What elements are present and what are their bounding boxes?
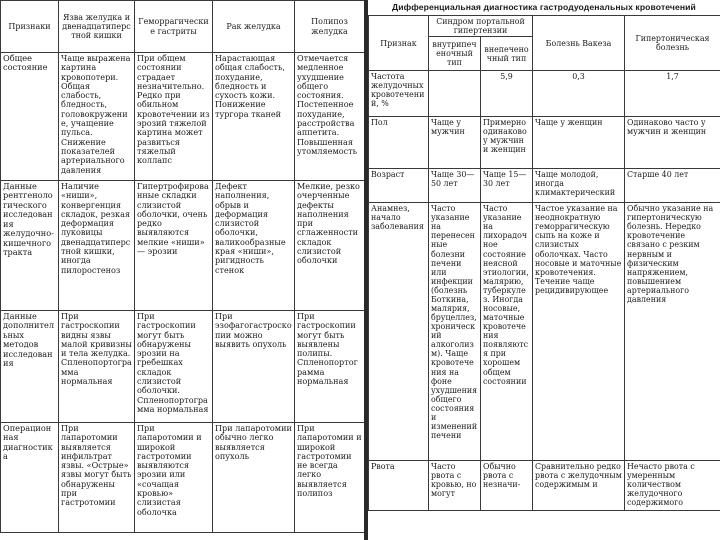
table-cell: 0,3 — [533, 71, 625, 117]
table-cell: Наличие «ниши», конвергенция складок, резкая деформация луковицы двенадцатиперстной кишки, иногда пилоростеноз — [59, 181, 135, 311]
table-cell: Одинаково часто у мужчин и женщин — [625, 117, 720, 169]
table-row — [369, 203, 720, 461]
table-cell: Обычно рвота с незначи- — [481, 461, 533, 511]
table-cell: Отмечается медленное ухудшение общего состояния. Постепенное похудание, расстройства аппетита. Повышенная утомляемость — [295, 53, 365, 181]
table-cell: Чаще выражена картина кровопотери. Общая слабость, бледность, головокружение, учащение пульса. Снижение показателей артериального давления — [59, 53, 135, 181]
right-header-extrahepatic: внепеченочный тип — [481, 37, 533, 71]
table-cell: 1,7 — [625, 71, 720, 117]
table-cell: Частое указание на неоднократную геморрагическую сыпь на коже и слизистых оболочках. Часто носовые и маточные кровотечения. Течение чаще рецидивирующее — [533, 203, 625, 461]
left-header-ulcer: Язва желудка и двенадцатиперстной кишки — [59, 1, 135, 53]
table-cell: Старше 40 лет — [625, 169, 720, 203]
table-cell: Чаще у мужчин — [429, 117, 481, 169]
table-cell: Сравнительно редко рвота с желудочным содержимым и — [533, 461, 625, 511]
table-cell — [429, 71, 481, 117]
table-cell: 5,9 — [481, 71, 533, 117]
table-row — [1, 423, 365, 533]
table-cell: Чаще молодой, иногда климактерический — [533, 169, 625, 203]
table-cell: Часто указание на лихорадочное состояние неясной этиологии, малярию, туберкулез. Иногда носовые, маточные кровотечения появляются при хорошем общем состоянии — [481, 203, 533, 461]
table-cell: При общем состоянии страдает незначительно. Редко при обильном кровотечении из эрозий тяжелой картина может развиться тяжелый коллапс — [135, 53, 213, 181]
left-header-row — [1, 1, 365, 53]
table-row — [369, 117, 720, 169]
table-cell: При лапаротомии и широкой гастротомии выявляются эрозии или «сочащая кровью» слизистая оболочка — [135, 423, 213, 533]
row-label: Данные дополнительных методов исследования — [1, 311, 59, 423]
right-header-portal-syndrome: Синдром портальной гипертензии — [429, 16, 533, 37]
table-cell: Часто указание на перенесенные болезни печени или инфекции (болезнь Боткина, малярия, бруцеллез, хронический алкоголизм). Чаще кровотечения на фоне ухудшения общего состояния и изменений печени — [429, 203, 481, 461]
left-header-cancer: Рак желудка — [213, 1, 295, 53]
row-label: Возраст — [369, 169, 429, 203]
right-table-title: Дифференциальная диагностика гастродуоденальных кровотечений — [392, 2, 696, 12]
row-label: Операционная диагностика — [1, 423, 59, 533]
left-header-gastritis: Геморрагические гастриты — [135, 1, 213, 53]
left-diagnosis-table — [0, 0, 364, 533]
table-cell: Дефект наполнения, обрыв и деформация слизистой оболочки, валикообразные края «ниши», ригидность стенок — [213, 181, 295, 311]
right-header-hypertonic: Гипертоническая болезнь — [625, 16, 720, 71]
table-row — [369, 71, 720, 117]
right-header-row-top — [369, 16, 720, 37]
table-cell: При лапаротомии и широкой гастротомии не всегда легко выявляется полипоз — [295, 423, 365, 533]
table-cell: Чаще 15—30 лет — [481, 169, 533, 203]
table-cell: Часто рвота с кровью, но могут — [429, 461, 481, 511]
table-cell: При лапаротомии выявляется инфильтрат язвы. «Острые» язвы могут быть обнаружены при гастротомии — [59, 423, 135, 533]
right-diagnosis-table — [368, 15, 720, 511]
left-header-polyposis: Полипоз желудка — [295, 1, 365, 53]
row-label: Общее состояние — [1, 53, 59, 181]
table-cell: Нарастающая общая слабость, похудание, бледность и сухость кожи. Понижение тургора тканей — [213, 53, 295, 181]
table-cell: Нечасто рвота с умеренным количеством желудочного содержимого — [625, 461, 720, 511]
table-row — [1, 311, 365, 423]
table-cell: Чаще 30—50 лет — [429, 169, 481, 203]
right-header-intrahepatic: внутрипеченочный тип — [429, 37, 481, 71]
right-header-vaquez: Болезнь Вакеза — [533, 16, 625, 71]
table-cell: Гипертрофированные складки слизистой оболочки, очень редко выявляются мелкие «ниши» — эрозии — [135, 181, 213, 311]
row-label: Данные рентгенологического исследования желудочно-кишечного тракта — [1, 181, 59, 311]
left-header-feature: Признаки — [1, 1, 59, 53]
table-row — [369, 461, 720, 511]
table-cell: Чаще у женщин — [533, 117, 625, 169]
row-label: Пол — [369, 117, 429, 169]
table-row — [1, 181, 365, 311]
right-table-panel — [368, 0, 720, 540]
row-label: Частота желудочных кровотечений, % — [369, 71, 429, 117]
table-row — [369, 169, 720, 203]
table-cell: При гастроскопии могут быть выявлены полипы. Спленопортограмма нормальная — [295, 311, 365, 423]
row-label: Рвота — [369, 461, 429, 511]
right-header-feature: Признак — [369, 16, 429, 71]
table-cell: При лапаротомии обычно легко выявляется опухоль — [213, 423, 295, 533]
table-cell: При гастроскопии могут быть обнаружены эрозии на гребешках складок слизистой оболочки. Спленопортограмма нормальная — [135, 311, 213, 423]
table-cell: Примерно одинаково у мужчин и женщин — [481, 117, 533, 169]
table-cell: Мелкие, резко очерченные дефекты наполнения при сглаженности складок слизистой оболочки — [295, 181, 365, 311]
table-row — [1, 53, 365, 181]
row-label: Анамнез, начало заболевания — [369, 203, 429, 461]
table-cell: Обычно указание на гипертоническую болезнь. Нередко кровотечение связано с резким нервным и физическим напряжением, повышением артериального давления — [625, 203, 720, 461]
table-cell: При эзофагогастроскопии можно выявить опухоль — [213, 311, 295, 423]
table-cell: При гастроскопии видны язвы малой кривизны и тела желудка. Спленопортограмма нормальная — [59, 311, 135, 423]
